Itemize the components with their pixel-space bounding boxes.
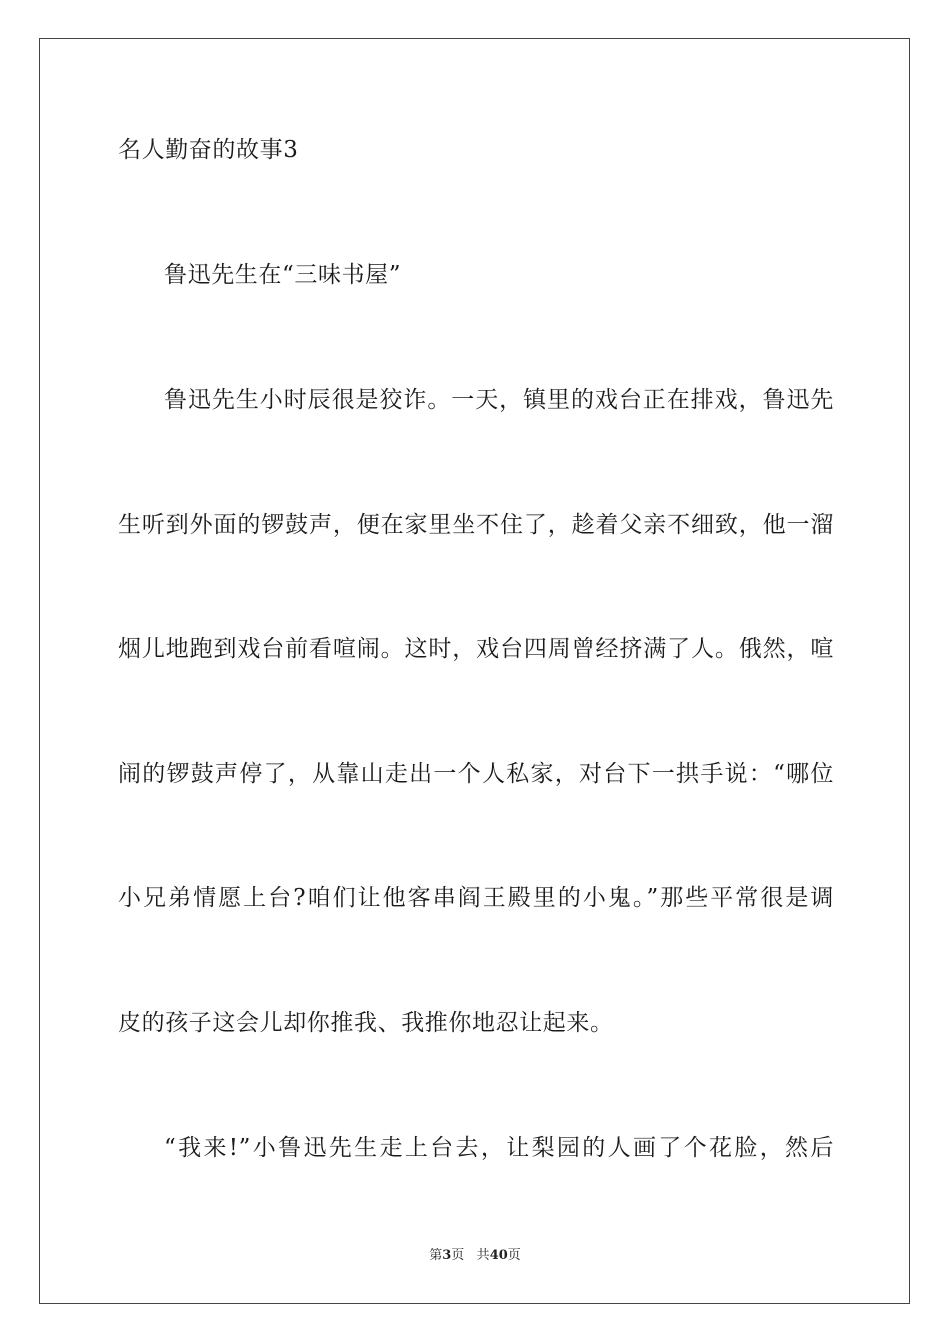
paragraph-line: 闹的锣鼓声停了，从靠山走出一个人私家，对台下一拱手说：“哪位 [118, 761, 834, 787]
paragraph-line: 小兄弟情愿上台?咱们让他客串阎王殿里的小鬼。”那些平常很是调 [118, 885, 834, 911]
page-border [39, 38, 910, 1304]
document-heading: 名人勤奋的故事3 [118, 137, 299, 163]
paragraph-line: 鲁迅先生小时辰很是狡诈。一天，镇里的戏台正在排戏，鲁迅先 [164, 387, 834, 413]
document-subtitle: 鲁迅先生在“三味书屋” [164, 262, 402, 288]
paragraph-line: 烟儿地跑到戏台前看喧闹。这时，戏台四周曾经挤满了人。俄然，喧 [118, 636, 834, 662]
total-pages: 40 [489, 1248, 508, 1263]
total-prefix: 共 [476, 1248, 490, 1263]
page-prefix: 第 [429, 1248, 443, 1263]
paragraph-line: 皮的孩子这会儿却你推我、我推你地忍让起来。 [118, 1010, 614, 1036]
page-number: 3 [442, 1248, 452, 1263]
page-suffix: 页 [451, 1248, 465, 1263]
paragraph-line: “我来!”小鲁迅先生走上台去，让梨园的人画了个花脸，然后 [164, 1135, 834, 1161]
paragraph-line: 生听到外面的锣鼓声，便在家里坐不住了，趁着父亲不细致，他一溜 [118, 512, 834, 538]
total-suffix: 页 [507, 1248, 521, 1263]
page-footer [0, 1247, 950, 1265]
